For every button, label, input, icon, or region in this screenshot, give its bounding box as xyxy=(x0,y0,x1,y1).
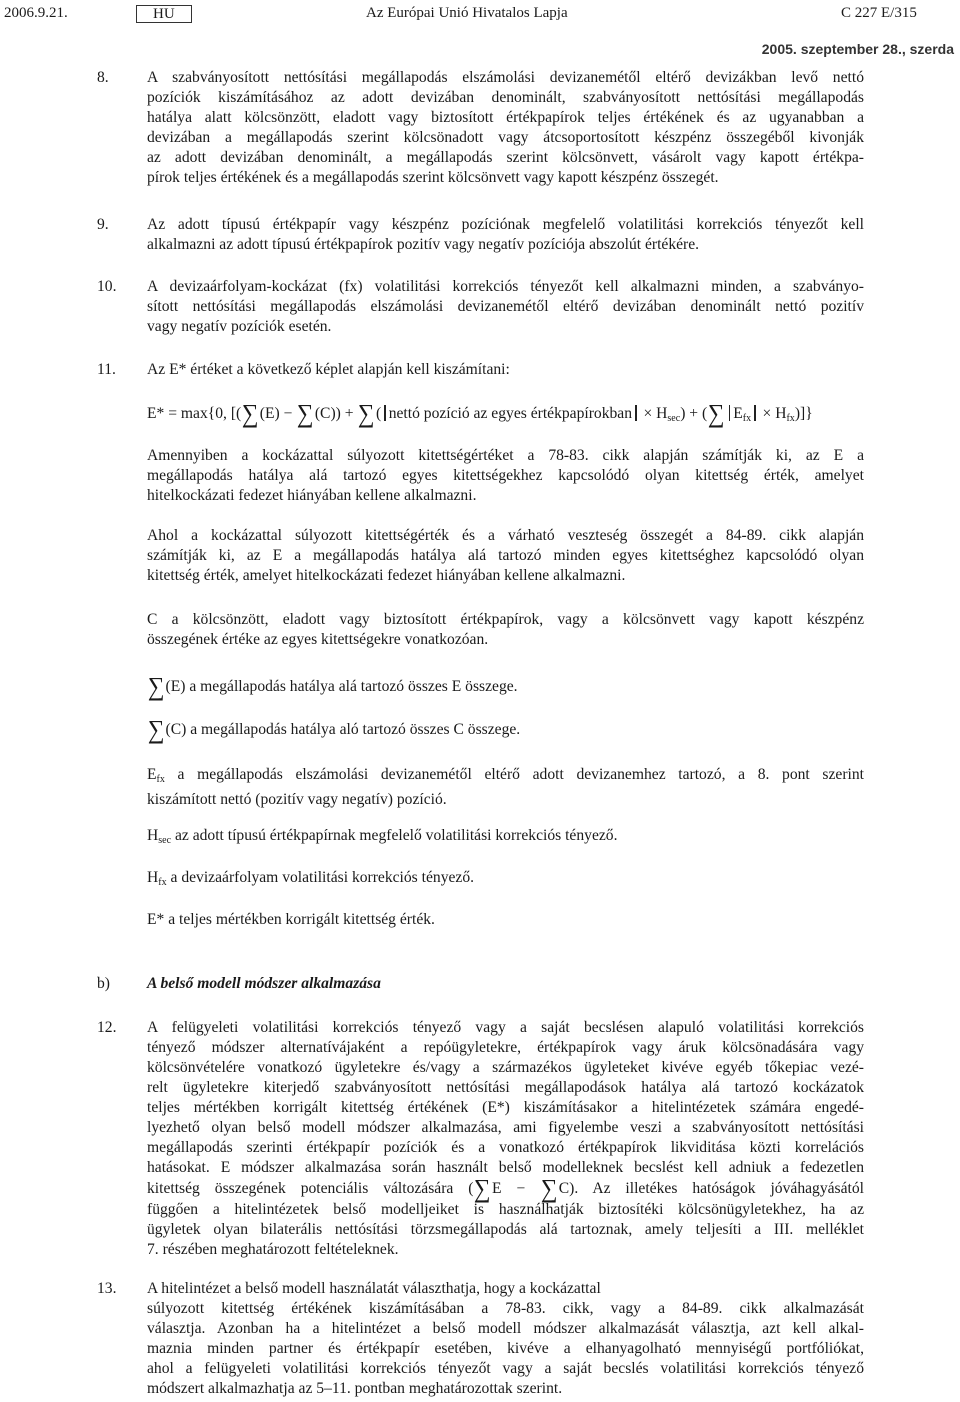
formula-part: ) + ( xyxy=(680,405,708,422)
formula-part: E* = max{0, [( xyxy=(147,405,242,422)
subscript: sec xyxy=(158,835,172,846)
text-line: választja. Azonban ha a hitelintézet a belső modell módszer alkalmazását választja, azt kell alkal- xyxy=(147,1320,864,1337)
text-line: Ahol a kockázattal súlyozott kitettségérték és a várható veszteség összegét a 84-89. cikk alapján xyxy=(147,527,864,544)
symbol: H xyxy=(147,869,159,886)
text-line: az adott típusú értékpapírnak megfelelő volatilitási korrekciós tényező. xyxy=(174,827,618,844)
sum-icon: ∑ xyxy=(242,399,259,428)
text-line: pírok teljes értékének és a megállapodás szerint kölcsönvett vagy kapott készpénz összegét. xyxy=(147,169,719,186)
formula-part: E xyxy=(733,405,743,422)
paragraph-number: 8. xyxy=(97,69,109,86)
formula-part: ( xyxy=(375,405,382,422)
formula-part: (C)) + xyxy=(314,405,354,422)
text-line: módszert alkalmazhatja az 5–11. pontban meghatározottak szerint. xyxy=(147,1380,563,1397)
text-line: alkalmazni az adott típusú értékpapírok pozitív vagy negatív pozíciója abszolút értékére. xyxy=(147,236,700,253)
text-line: hitelkockázati fedezet hiányában kellene alkalmazni. xyxy=(147,487,477,504)
text-line: maznia minden partner és értékpapír esetében, kivéve a elhanyagolható mennyiségű portfóliókat, xyxy=(147,1340,864,1357)
sum-icon: ∑ xyxy=(297,399,314,428)
sum-icon: ∑ xyxy=(474,1174,492,1203)
formula-part: )]} xyxy=(794,405,813,422)
text-line: A szabványosított nettósítási megállapodás elszámolási devizanemétől eltérő devizákban levő nettó xyxy=(147,69,864,86)
text-line: A felügyeleti volatilitási korrekciós tényező vagy a saját becslésen alapuló volatilitási korrekciós xyxy=(147,1019,864,1036)
text-line: megállapodás hatálya alá tartozó egyes kitettségekhez kapcsolódó olyan kitettség érték, amelyet xyxy=(147,467,864,484)
paragraph-number: 10. xyxy=(97,278,117,295)
sum-icon: ∑ xyxy=(147,715,165,744)
text-line: a megállapodás elszámolási devizanemétől eltérő adott devizanemhez tartozó, a 8. pont szerint xyxy=(177,766,864,783)
page-reference: C 227 E/315 xyxy=(841,5,917,21)
paragraph-text xyxy=(147,1018,864,1260)
text-line: relt ügyletekre kiterjedő szabványosított nettósítási megállapodások hatálya alá tartozó kockázatok xyxy=(147,1079,864,1096)
text-line: hatásokat. E módszer alkalmazása során használt belső modelleknek becslést kell adniuk a fedezetlen xyxy=(147,1159,864,1176)
text-line: az adott devizában denominált, a megállapodás szerint kölcsönvett, vásárolt vagy kapott értékpa- xyxy=(147,149,864,166)
text-line: E* a teljes mértékben korrigált kitettség érték. xyxy=(147,911,435,928)
absolute-value-bar xyxy=(729,405,731,421)
text-line: (E) a megállapodás hatálya alá tartozó összes E összege. xyxy=(165,678,518,695)
sum-icon: ∑ xyxy=(541,1174,558,1203)
text-line: E − xyxy=(492,1180,526,1197)
paragraph-text xyxy=(147,215,864,255)
formula-part: × H xyxy=(643,405,668,422)
text-line: vagy negatív pozíciók esetén. xyxy=(147,318,332,335)
subscript: sec xyxy=(667,413,681,424)
sum-icon: ∑ xyxy=(147,672,165,701)
paragraph-text xyxy=(147,1279,864,1399)
text-line: tényező módszer alternatívájaként a repóügyletekre, értékpapírok vagy áruk kölcsönadására vagy xyxy=(147,1039,864,1056)
subscript: fx xyxy=(786,413,795,424)
symbol: E xyxy=(147,766,157,783)
journal-title: Az Európai Unió Hivatalos Lapja xyxy=(366,5,568,21)
text-line: függően a hitelintézetek belső modelljeiket is használhatják biztosítéki kölcsönügyletekhez, ha az xyxy=(147,1201,864,1218)
text-line: ahol a felügyeleti volatilitási korrekciós tényezőt vagy a saját becslés volatilitási korrekciós tényező xyxy=(147,1360,864,1377)
paragraph-number: 9. xyxy=(97,216,109,233)
formula-part: (E) − xyxy=(259,405,293,422)
session-date-stamp: 2005. szeptember 28., szerda xyxy=(761,41,954,57)
text-line: A hitelintézet a belső modell használatát választhatja, hogy a kockázattal xyxy=(147,1280,601,1297)
section-label: b) xyxy=(97,975,110,992)
paragraph-number: 12. xyxy=(97,1019,117,1036)
publication-date: 2006.9.21. xyxy=(4,5,68,21)
text-line: 7. részében meghatározott feltételeknek. xyxy=(147,1241,399,1258)
text-line: pozíciók kiszámításához az adott devizában denominált, szabványosított nettósítási megállapodás xyxy=(147,89,864,106)
text-line: hatálya alatt kölcsönzött, eladott vagy biztosított értékpapírok teljes értékének és az ugyanabban a xyxy=(147,109,864,126)
text-line: kitettség összegének potenciális változására ( xyxy=(147,1180,474,1197)
paragraph-text xyxy=(147,360,864,380)
text-line: C). Az illetékes hatóságok jóváhagyásától xyxy=(558,1180,865,1197)
text-line: megállapodás szerinti értékpapír pozíciók és a vonatkozó értékpapírok likviditása közti korrelációs xyxy=(147,1139,864,1156)
text-line: számítják ki, az E a megállapodás hatálya alá tartozó minden egyes kitettséghez kapcsolódó olyan xyxy=(147,547,864,564)
subscript: fx xyxy=(158,877,167,888)
paragraph-text xyxy=(147,277,864,337)
text-line: lyezhető olyan belső modell módszer alkalmazása, ami figyelembe veszi a szabványosított nettósítási xyxy=(147,1119,864,1136)
sum-icon: ∑ xyxy=(358,399,376,428)
absolute-value-bar xyxy=(754,405,756,421)
text-line: (C) a megállapodás hatálya aló tartozó összes C összege. xyxy=(165,721,521,738)
page-header xyxy=(0,0,960,30)
text-line: Amennyiben a kockázattal súlyozott kitettségértéket a 78-83. cikk alapján számítják ki, az E a xyxy=(147,447,864,464)
text-line: C a kölcsönzött, eladott vagy biztosított értékpapírok, vagy a kölcsönvett vagy kapott készpénz xyxy=(147,611,864,628)
text-line: teljes mértékben korrigált kitettség értékének (E*) kiszámításakor a hitelintézetek számára engedé- xyxy=(147,1099,864,1116)
formula-part: nettó pozíció az egyes értékpapírokban xyxy=(388,405,633,422)
absolute-value-bar xyxy=(635,405,637,421)
text-line: súlyozott kitettség értékének kiszámításában a 78-83. cikk, vagy a 84-89. cikk alkalmazását xyxy=(147,1300,864,1317)
text-line: devizában a megállapodás szerint kölcsönadott vagy átcsoportosított készpénz összegéből kivonják xyxy=(147,129,864,146)
subscript: fx xyxy=(156,774,165,785)
absolute-value-bar xyxy=(384,405,386,421)
text-line: Az adott típusú értékpapír vagy készpénz pozíciónak megfelelő volatilitási korrekciós tényezőt kell xyxy=(147,216,864,233)
text-line: sított nettósítási megállapodás elszámolási devizanemétől eltérő devizában denominált nettó pozitív xyxy=(147,298,864,315)
text-line: kiszámított nettó (pozitív vagy negatív) pozíció. xyxy=(147,791,447,808)
section-title: A belső modell módszer alkalmazása xyxy=(147,975,381,992)
text-line: a devizaárfolyam volatilitási korrekciós tényező. xyxy=(170,869,475,886)
text-line: kölcsönvételére vonatkozó ügyletekre és/vagy a származékos ügyleteket kivéve egyéb tőkepiac vezé- xyxy=(147,1059,864,1076)
text-line: A devizaárfolyam-kockázat (fx) volatilitási korrekciós tényezőt kell alkalmazni minden, a szabványo- xyxy=(147,278,864,295)
subscript: fx xyxy=(742,413,752,424)
sum-icon: ∑ xyxy=(708,399,725,428)
language-code-box: HU xyxy=(136,5,192,23)
paragraph-number: 11. xyxy=(97,361,116,378)
text-line: összegének értéke az egyes kitettségekre vonatkozóan. xyxy=(147,631,489,648)
paragraph-text xyxy=(147,68,864,188)
symbol: H xyxy=(147,827,159,844)
text-line: kitettség érték, amelyet hitelkockázati fedezet hiányában kellene alkalmazni. xyxy=(147,567,626,584)
paragraph-number: 13. xyxy=(97,1280,117,1297)
formula-part: × H xyxy=(762,405,787,422)
text-line: ügyletek olyan bilaterális nettósítási törzsmegállapodás alá tartoznak, amely teljesíti a III. melléklet xyxy=(147,1221,864,1238)
formula-intro: Az E* értéket a következő képlet alapján kell kiszámítani: xyxy=(147,361,510,378)
